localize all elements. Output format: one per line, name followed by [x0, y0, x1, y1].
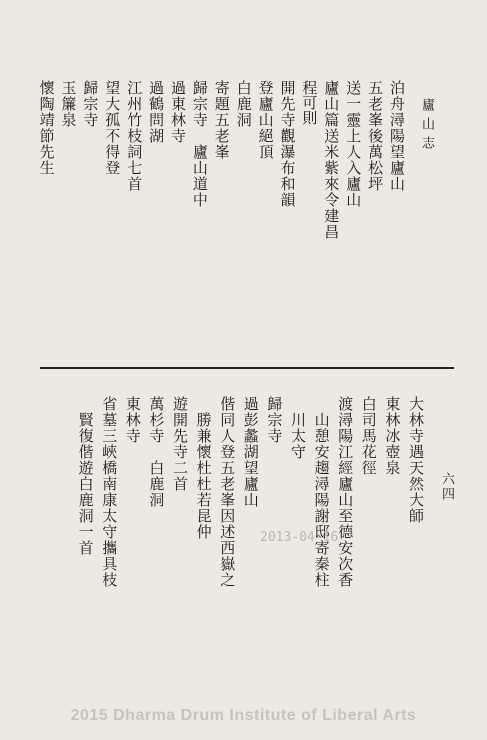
toc-entry [75, 396, 97, 686]
entry-title: 賢復偕遊白鹿洞一首 [76, 396, 95, 556]
entry-title: 萬杉寺 白鹿洞 [147, 396, 166, 508]
toc-entry [405, 396, 427, 686]
entry-title: 懷陶靖節先生 [37, 80, 56, 176]
toc-entry [386, 80, 408, 366]
entry-title: 東林冰壺泉 [383, 396, 402, 476]
toc-entry [189, 80, 211, 366]
toc-entry [216, 396, 238, 686]
entry-title: 過彭蠡湖望廬山 [241, 396, 260, 508]
entry-title: 過東林寺 [169, 80, 187, 144]
toc-entry [240, 396, 262, 686]
entry-title: 寄題五老峯 [212, 80, 231, 160]
book-title: 廬山志 [419, 98, 434, 155]
entry-title: 泊舟潯陽望廬山 [388, 80, 406, 192]
toc-entry [233, 80, 255, 366]
section-divider [40, 367, 454, 369]
entry-title: 白司馬花徑 [359, 396, 378, 476]
entry-title: 望大孤不得登 [103, 80, 122, 176]
toc-entry [101, 80, 123, 366]
entry-title: 廬山篇送米紫來令建昌 [322, 80, 341, 240]
entry-title: 歸宗寺 [81, 80, 100, 128]
toc-entry [193, 396, 215, 686]
entry-title: 歸宗寺 廬山道中 [190, 80, 209, 208]
toc-entry [211, 80, 233, 366]
toc-entry [320, 80, 342, 366]
entry-title: 偕同人登五老峯因述西嶽之 [218, 396, 237, 588]
toc-entry [122, 396, 144, 686]
toc-entry [381, 396, 403, 686]
entry-title: 開先寺觀瀑布和韻 [278, 80, 297, 208]
toc-entry [364, 80, 386, 366]
entry-title: 勝兼懷杜杜若昆仲 [194, 396, 213, 540]
toc-entry [145, 396, 167, 686]
toc-entry [167, 80, 189, 366]
footer-watermark: 2015 Dharma Drum Institute of Liberal Arts [70, 707, 417, 724]
toc-entry [123, 80, 145, 366]
toc-entry [255, 80, 277, 366]
entry-title: 大林寺遇天然大師 [407, 396, 425, 524]
toc-entry [36, 80, 58, 366]
entry-title: 遊開先寺二首 [171, 396, 189, 492]
entry-author: 程可則 [300, 80, 319, 125]
entry-title: 山憩安趨潯陽謝邸寄秦柱 [312, 396, 331, 588]
entry-title: 江州竹枝詞七首 [125, 80, 144, 192]
toc-entry [98, 396, 120, 686]
entry-title: 送一靈上人入廬山 [344, 80, 363, 208]
entry-title: 東林寺 [123, 396, 142, 444]
entry-title: 省墓三峽橋南康太守攜具枝 [100, 396, 119, 588]
entry-title: 川太守 [289, 396, 307, 460]
entry-title: 五老峯後萬松坪 [366, 80, 385, 192]
toc-entry [79, 80, 101, 366]
entry-title: 歸宗寺 [265, 396, 284, 444]
page-number: 六四 [439, 472, 454, 502]
entry-title: 白鹿洞 [234, 80, 253, 128]
toc-entry [145, 80, 167, 366]
entry-title: 渡潯陽江經廬山至德安次香 [336, 396, 355, 588]
toc-entry [169, 396, 191, 686]
toc-entry [358, 396, 380, 686]
toc-entry [342, 80, 364, 366]
toc-entry [298, 80, 320, 366]
date-watermark: 2013-04-16 [260, 530, 339, 545]
toc-entry [277, 80, 299, 366]
toc-entry [58, 80, 80, 366]
entry-title: 登廬山絕頂 [256, 80, 275, 160]
entry-title: 過鶴問湖 [147, 80, 166, 144]
entry-title: 玉簾泉 [59, 80, 78, 128]
